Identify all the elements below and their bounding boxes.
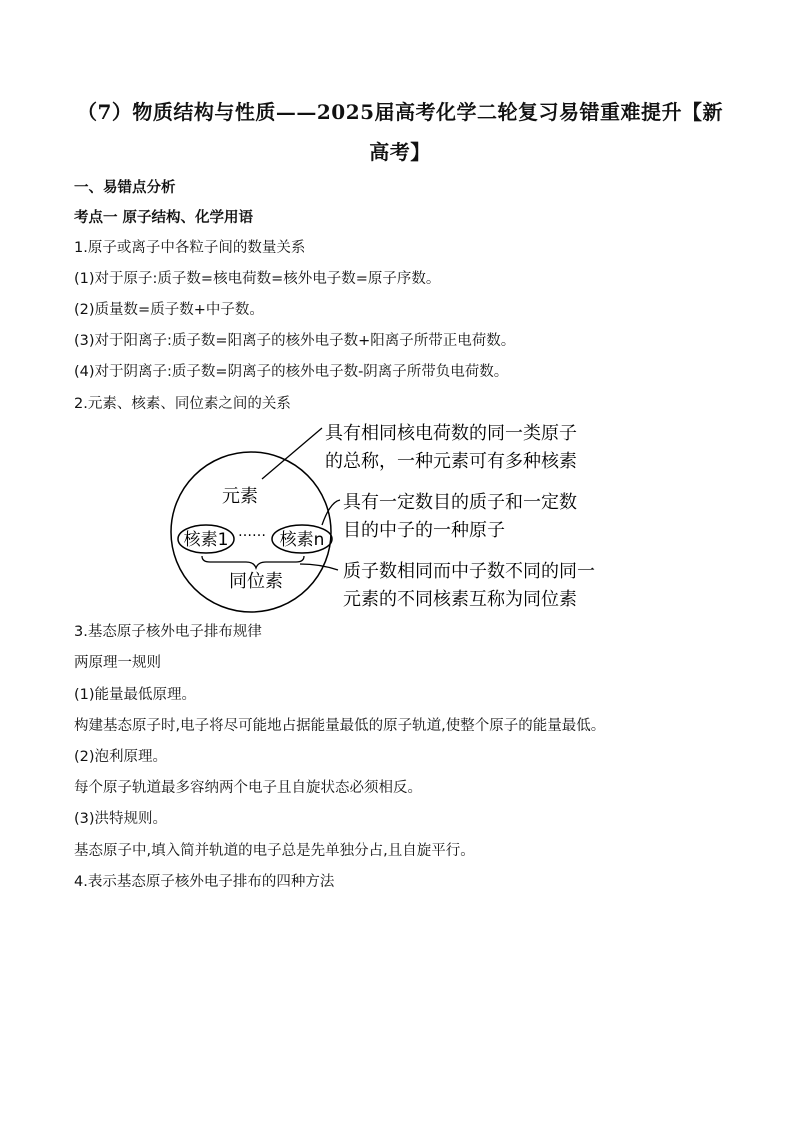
paragraph-3-item-2: (2)泡利原理。 (74, 749, 168, 765)
nuclide-1-label: 核素1 (183, 530, 229, 550)
element-definition-line-1: 具有相同核电荷数的同一类原子 (325, 423, 577, 444)
document-title: （7）物质结构与性质——2025届高考化学二轮复习易错重难提升【新高考】 (76, 100, 724, 164)
nuclide-definition-line-1: 具有一定数目的质子和一定数 (343, 492, 577, 513)
section-heading: 一、易错点分析 (74, 179, 176, 196)
isotope-label: 同位素 (229, 571, 283, 592)
element-leader-line (262, 428, 322, 479)
paragraph-1: 1.原子或离子中各粒子间的数量关系 (74, 240, 306, 256)
nuclide-definition-line-2: 目的中子的一种原子 (343, 520, 505, 541)
paragraph-3-item-1-desc: 构建基态原子时,电子将尽可能地占据能量最低的原子轨道,使整个原子的能量最低。 (74, 718, 606, 734)
paragraph-1-item-1: (1)对于原子:质子数=核电荷数=核外电子数=原子序数。 (74, 271, 441, 287)
paragraph-3-item-2-desc: 每个原子轨道最多容纳两个电子且自旋状态必须相反。 (74, 780, 422, 796)
element-label: 元素 (222, 486, 258, 507)
paragraph-3-subtitle: 两原理一规则 (74, 655, 161, 671)
paragraph-3-item-3: (3)洪特规则。 (74, 811, 168, 827)
nuclide-n-label: 核素n (279, 530, 325, 550)
isotope-definition-line-1: 质子数相同而中子数不同的同一 (343, 561, 595, 582)
paragraph-1-item-3: (3)对于阳离子:质子数=阳离子的核外电子数+阳离子所带正电荷数。 (74, 333, 516, 349)
element-definition-line-2: 的总称，一种元素可有多种核素 (325, 451, 577, 472)
paragraph-3-item-3-desc: 基态原子中,填入简并轨道的电子总是先单独分占,且自旋平行。 (74, 843, 475, 859)
paragraph-3-item-1: (1)能量最低原理。 (74, 687, 197, 703)
paragraph-2: 2.元素、核素、同位素之间的关系 (74, 396, 291, 412)
paragraph-3: 3.基态原子核外电子排布规律 (74, 624, 262, 640)
nuclide-ellipsis: …… (238, 524, 266, 540)
topic-heading: 考点一 原子结构、化学用语 (74, 209, 254, 226)
paragraph-4: 4.表示基态原子核外电子排布的四种方法 (74, 874, 335, 890)
element-nuclide-isotope-diagram (150, 412, 650, 622)
paragraph-1-item-4: (4)对于阴离子:质子数=阴离子的核外电子数-阴离子所带负电荷数。 (74, 364, 509, 380)
isotope-definition-line-2: 元素的不同核素互称为同位素 (343, 589, 577, 610)
isotope-brace (202, 556, 304, 568)
isotope-leader-line (300, 564, 338, 570)
paragraph-1-item-2: (2)质量数=质子数+中子数。 (74, 302, 264, 318)
